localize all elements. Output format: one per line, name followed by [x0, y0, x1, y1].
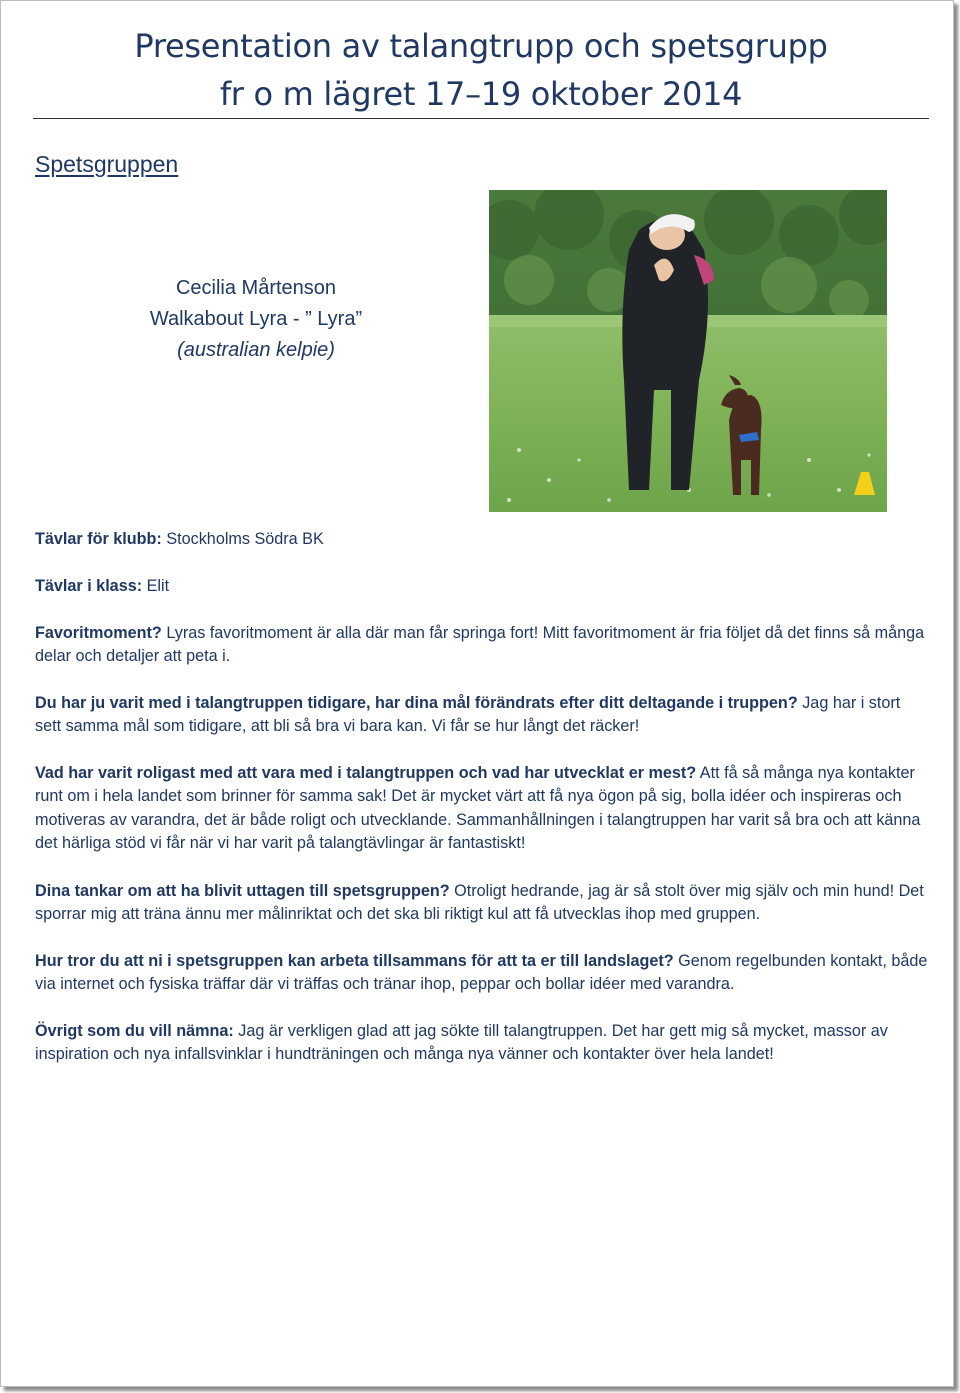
favorite-paragraph: [35, 622, 930, 669]
dog-breed: (australian kelpie): [177, 339, 335, 361]
qa-answer-3: Otroligt hedrande, jag är så stolt över mig själv och min hund! Det sporrar mig att träna ännu mer målinriktat och det ska bli riktigt kul att få utvecklas ihop med gruppen.: [35, 882, 924, 924]
class-line: [35, 575, 930, 598]
club-value: Stockholms Södra BK: [161, 530, 324, 548]
title-rule: [33, 118, 929, 119]
qa-paragraph-2: [35, 762, 930, 856]
document-title-line-1: Presentation av talangtrupp och spetsgrupp: [134, 27, 828, 65]
qa-question-2: Vad har varit roligast med att vara med i talangtruppen och vad har utvecklat er mest?: [35, 764, 697, 782]
club-line: [35, 528, 930, 551]
dog-name: Walkabout Lyra - ” Lyra”: [149, 308, 363, 330]
favorite-value: Lyras favoritmoment är alla där man får springa fort! Mitt favoritmoment är fria följet då det finns så många delar och detaljer att peta i.: [35, 624, 925, 666]
document-title-line-2: fr o m lägret 17–19 oktober 2014: [219, 75, 743, 113]
qa-question-1: Du har ju varit med i talangtruppen tidigare, har dina mål förändrats efter ditt deltagande i truppen?: [35, 694, 798, 712]
qa-answer-4: Genom regelbunden kontakt, både via internet och fysiska träffar där vi träffas och tränar ihop, peppar och bollar idéer med varandra.: [35, 952, 928, 994]
class-value: Elit: [142, 577, 170, 595]
qa-answer-2: Att få så många nya kontakter runt om i hela landet som brinner för samma sak! Det är mycket värt att få nya ögon på sig, bolla idéer och inspireras och motiveras av varandra, det är både roligt och utvecklande. Sammanhållningen i talangtruppen har varit så bra och att känna det härliga stöd vi får när vi har varit på talangtävlingar är fantastiskt!: [35, 764, 921, 853]
qa-paragraph-3: [35, 880, 930, 927]
handler-name: Cecilia Mårtenson: [175, 277, 337, 299]
club-label: Tävlar för klubb:: [35, 530, 162, 548]
qa-paragraph-5: [35, 1020, 930, 1067]
qa-paragraph-4: [35, 950, 930, 997]
handler-dog-photo: [489, 190, 887, 512]
favorite-label: Favoritmoment?: [35, 624, 162, 642]
qa-answer-1: Jag har i stort sett samma mål som tidigare, att bli så bra vi bara kan. Vi får se hur långt det räcker!: [35, 694, 901, 736]
qa-question-3: Dina tankar om att ha blivit uttagen till spetsgruppen?: [35, 882, 450, 900]
qa-question-5: Övrigt som du vill nämna:: [35, 1022, 234, 1040]
qa-paragraph-1: [35, 692, 930, 739]
qa-answer-5: Jag är verkligen glad att jag sökte till talangtruppen. Det har gett mig så mycket, massor av inspiration och nya infallsvinklar i hundträningen och många nya vänner och kontakter över hela landet!: [35, 1022, 888, 1064]
class-label: Tävlar i klass:: [35, 577, 143, 595]
section-heading: Spetsgruppen: [35, 151, 179, 177]
qa-question-4: Hur tror du att ni i spetsgruppen kan arbeta tillsammans för att ta er till landslaget?: [35, 952, 674, 970]
